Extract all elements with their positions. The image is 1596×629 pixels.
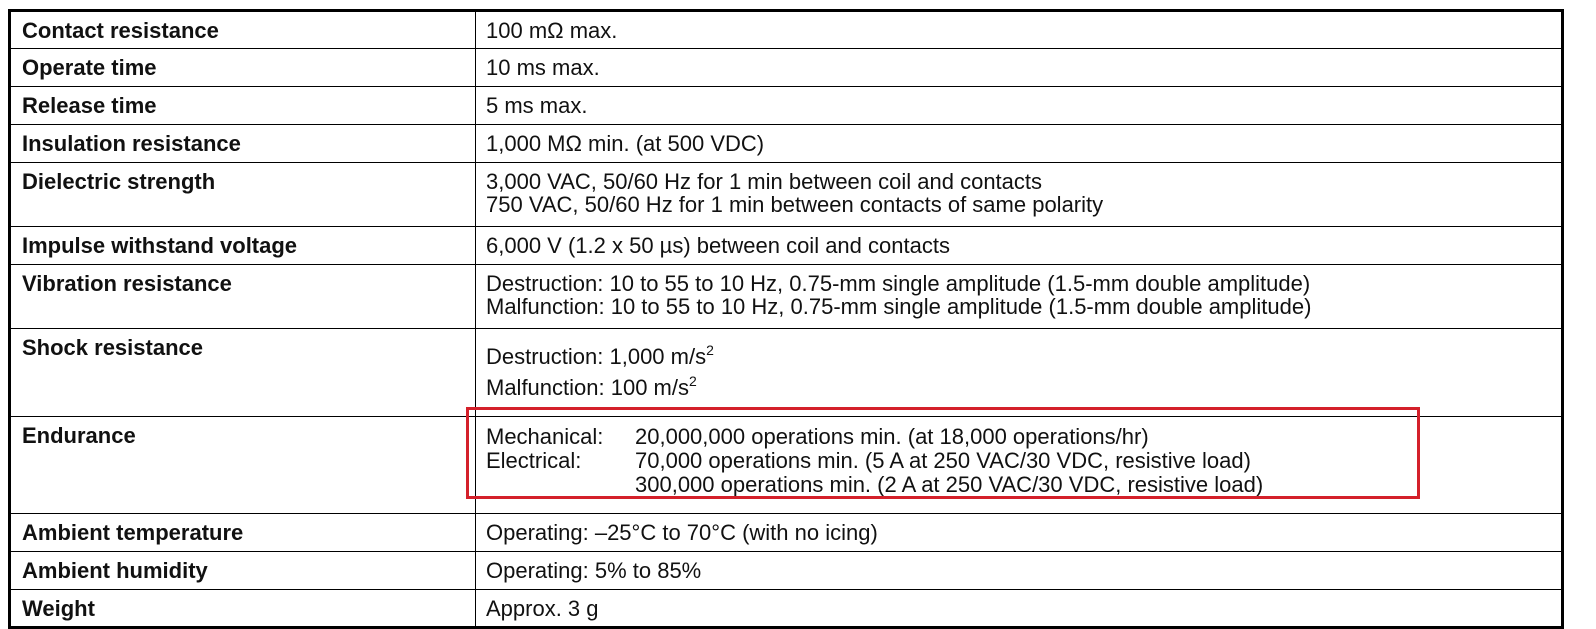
row-label: Ambient temperature [10,514,476,552]
value-line: 750 VAC, 50/60 Hz for 1 min between contacts of same polarity [486,192,1104,217]
value-line: Malfunction: 10 to 55 to 10 Hz, 0.75-mm single amplitude (1.5-mm double amplitude) [486,294,1312,319]
row-value: 100 mΩ max. [476,11,1563,49]
row-label: Insulation resistance [10,125,476,163]
value-line [486,341,1561,372]
superscript: 2 [706,342,714,358]
row-label: Dielectric strength [10,163,476,227]
electrical-value: 300,000 operations min. (2 A at 250 VAC/30 VDC, resistive load) [635,472,1264,497]
table-row [10,552,1563,590]
shock-destruction: Destruction: 1,000 m/s [486,344,707,369]
table-row [10,227,1563,265]
row-label: Ambient humidity [10,552,476,590]
row-value: Operating: –25°C to 70°C (with no icing) [476,514,1563,552]
row-label: Impulse withstand voltage [10,227,476,265]
row-value: 10 ms max. [476,49,1563,87]
table-row [10,163,1563,227]
row-label: Operate time [10,49,476,87]
row-label: Shock resistance [10,329,476,417]
row-value: Approx. 3 g [476,590,1563,628]
table-row [10,417,1563,514]
table-row [10,11,1563,49]
electrical-value: 70,000 operations min. (5 A at 250 VAC/30 VDC, resistive load) [635,448,1251,473]
specifications-table [8,9,1564,629]
table-row [10,125,1563,163]
shock-malfunction: Malfunction: 100 m/s [486,375,689,400]
electrical-label: Electrical: [486,448,582,473]
table-row [10,265,1563,329]
row-value: 6,000 V (1.2 x 50 µs) between coil and contacts [476,227,1563,265]
row-value [476,329,1563,417]
row-value: Operating: 5% to 85% [476,552,1563,590]
value-line: Destruction: 10 to 55 to 10 Hz, 0.75-mm single amplitude (1.5-mm double amplitude) [486,271,1311,296]
table-row [10,87,1563,125]
endurance-details [486,424,1561,497]
row-value: 1,000 MΩ min. (at 500 VDC) [476,125,1563,163]
row-value [476,417,1563,514]
table-row [10,49,1563,87]
value-line: 3,000 VAC, 50/60 Hz for 1 min between coil and contacts [486,169,1043,194]
mechanical-value: 20,000,000 operations min. (at 18,000 operations/hr) [635,424,1149,449]
table-row [10,590,1563,628]
row-label: Endurance [10,417,476,514]
row-value [476,265,1563,329]
row-value: 5 ms max. [476,87,1563,125]
row-label: Weight [10,590,476,628]
row-label: Release time [10,87,476,125]
superscript: 2 [688,373,697,389]
table-row [10,329,1563,417]
value-line [486,372,1561,403]
table-row [10,514,1563,552]
row-label: Vibration resistance [10,265,476,329]
row-label: Contact resistance [10,11,476,49]
row-value [476,163,1563,227]
mechanical-label: Mechanical: [486,424,604,449]
